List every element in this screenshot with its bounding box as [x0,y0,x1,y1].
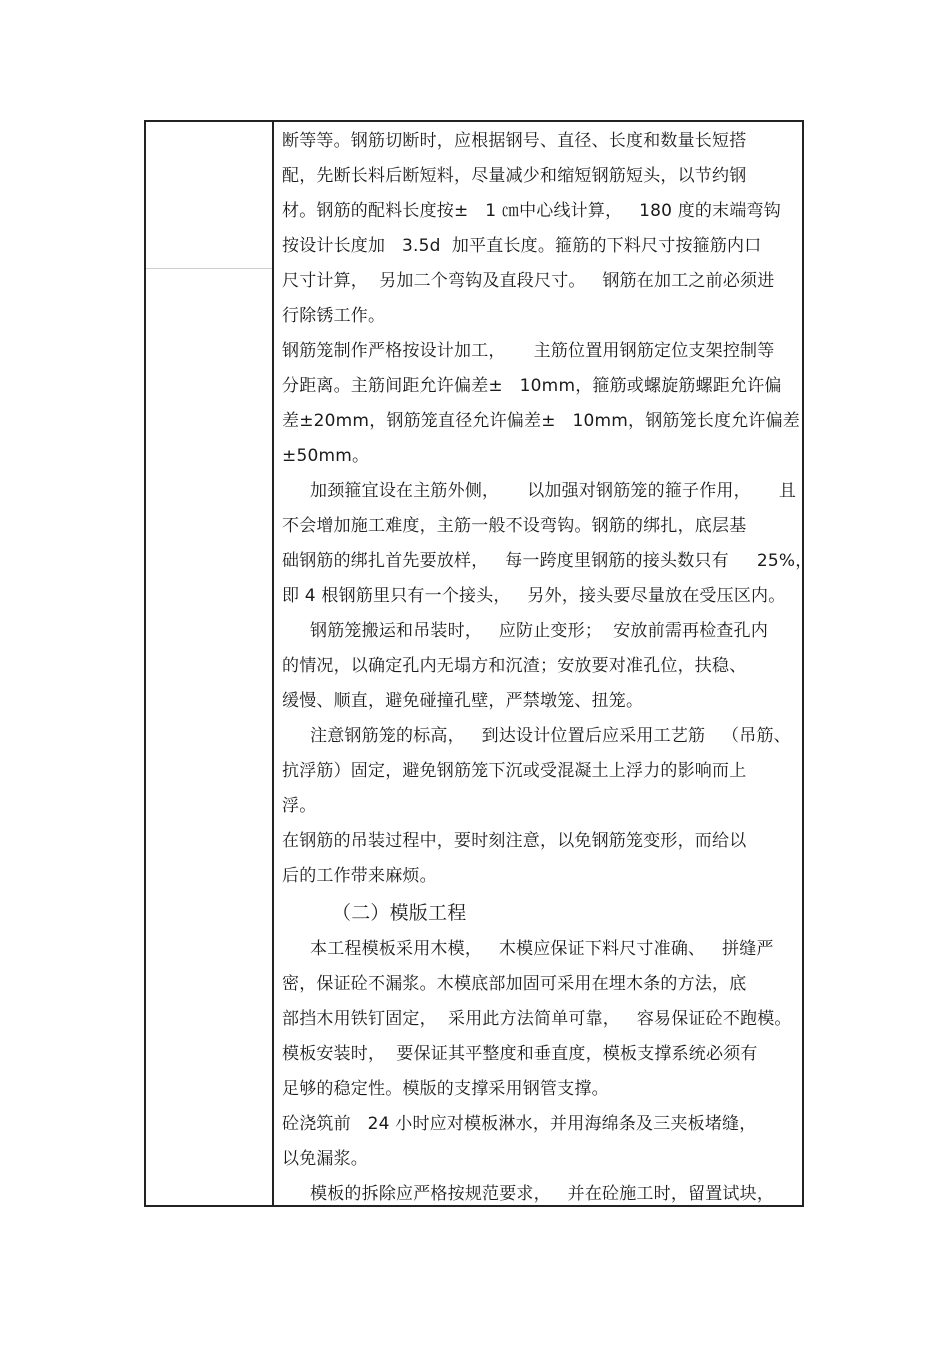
section-heading: （二）模版工程 [332,902,467,924]
text-line: 加颈箍宜设在主筋外侧， 以加强对钢筋笼的箍子作用， 且 [282,481,797,501]
text-line: 不会增加施工难度，主筋一般不设弯钩。钢筋的绑扎，底层基 [282,516,747,536]
text-line: 尺寸计算， 另加二个弯钩及直段尺寸。 钢筋在加工之前必须进 [282,271,775,291]
left-column-cell [146,122,272,268]
text-line: 材。钢筋的配料长度按± 1 ㎝中心线计算， 180 度的末端弯钩 [282,201,781,221]
text-line: 足够的稳定性。模版的支撑采用钢管支撑。 [282,1079,609,1099]
text-line: 模板的拆除应严格按规范要求， 并在砼施工时，留置试块， [282,1184,775,1204]
text-line: 的情况，以确定孔内无塌方和沉渣；安放要对准孔位，扶稳、 [282,656,747,676]
text-line: 浮。 [282,796,317,816]
table-column-divider [272,120,274,1207]
text-line: 钢筋笼制作严格按设计加工， 主筋位置用钢筋定位支架控制等 [282,341,775,361]
text-line: 模板安装时， 要保证其平整度和垂直度，模板支撑系统必须有 [282,1044,758,1064]
text-line: 础钢筋的绑扎首先要放样， 每一跨度里钢筋的接头数只有 25%， [282,551,813,571]
text-line: 抗浮筋）固定，避免钢筋笼下沉或受混凝土上浮力的影响而上 [282,761,747,781]
text-line: 即 4 根钢筋里只有一个接头， 另外，接头要尽量放在受压区内。 [282,586,786,606]
text-line: 密，保证砼不漏浆。木模底部加固可采用在埋木条的方法，底 [282,974,747,994]
text-line: 本工程模板采用木模， 木模应保证下料尺寸准确、 拼缝严 [282,939,774,959]
text-line: 后的工作带来麻烦。 [282,866,437,886]
text-line: 钢筋笼搬运和吊装时， 应防止变形； 安放前需再检查孔内 [282,621,769,641]
text-line: 部挡木用铁钉固定， 采用此方法简单可靠， 容易保证砼不跑模。 [282,1009,792,1029]
left-column-cell [146,269,272,1205]
text-line: 以免漏浆。 [282,1149,368,1169]
text-line: 断等等。钢筋切断时，应根据钢号、直径、长度和数量长短搭 [282,131,747,151]
text-line: 按设计长度加 3.5d 加平直长度。箍筋的下料尺寸按箍筋内口 [282,236,762,256]
text-line: 缓慢、顺直，避免碰撞孔壁，严禁墩笼、扭笼。 [282,691,644,711]
text-line: 注意钢筋笼的标高， 到达设计位置后应采用工艺筋 （吊筋、 [282,726,791,746]
text-line: 砼浇筑前 24 小时应对模板淋水，并用海绵条及三夹板堵缝， [282,1114,757,1134]
text-line: ±50mm。 [282,446,370,466]
text-line: 行除锈工作。 [282,306,386,326]
text-line: 差±20mm，钢筋笼直径允许偏差± 10mm，钢筋笼长度允许偏差 [282,411,801,431]
body-text-cell [282,124,813,1212]
text-line: 在钢筋的吊装过程中，要时刻注意，以免钢筋笼变形，而给以 [282,831,747,851]
text-line: 分距离。主筋间距允许偏差± 10mm，箍筋或螺旋筋螺距允许偏 [282,376,782,396]
text-line: 配，先断长料后断短料，尽量减少和缩短钢筋短头，以节约钢 [282,166,747,186]
